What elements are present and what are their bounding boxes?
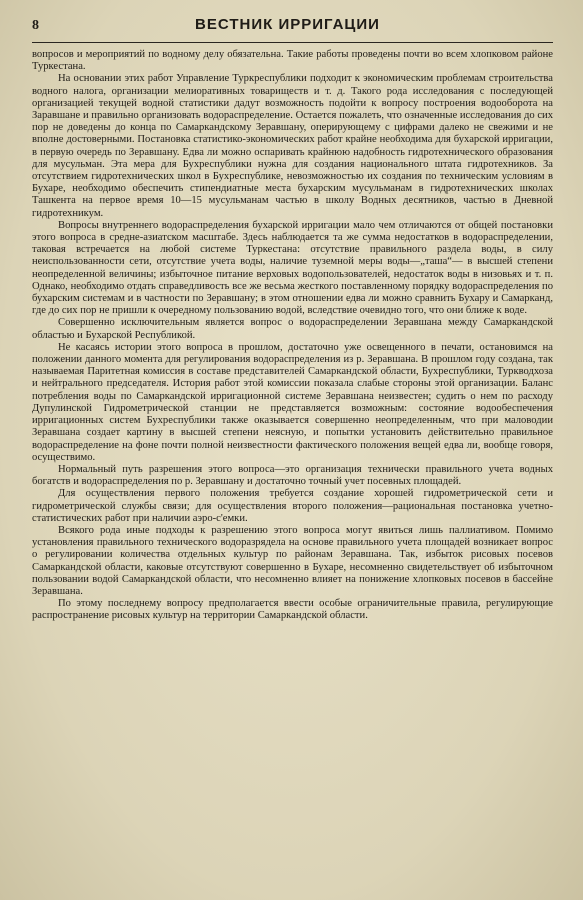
page-header [32, 16, 553, 43]
paragraph: Всякого рода иные подходы к разрешению этого вопроса могут явиться лишь паллиативом. Помимо установления правильного технического водоразрядела на основе правильного учета площадей возникает вопрос о регулировании количества отдельных культур по районам Зеравшана. Так, избыток рисовых посевов Самаркандской области, каковые отсутствуют совершенно в Бухаре, несомненно свидетельствует об избыточном пользовании водой Самаркандской области, что несомненно влияет на понижение хлопковых посевов в бассейне Зеравшана. [32, 524, 553, 597]
paragraph: На основании этих работ Управление Туркреспублики подходит к экономическим проблемам строительства водного налога, организации мелиоративных товариществ и т. д. Такого рода исследования с последующей организацией текущей водной статистики дадут возможность подойти к вопросу построения водооборота на Заравшане и правильно организовать водораспределение. Остается пожалеть, что означенные исследования до сих пор не доведены до конца по Самаркандскому Зеравшану, оперирующему с цифрами далеко не свежими и не вполне достоверными. Постановка статистико-экономических работ крайне необходима для бухарской ирригации, в первую очередь по Зеравшану. Едва ли можно оспаривать крайнюю надобность гидротехнического образования для мусульман. Эта мера для Бухреспублики нужна для создания национального штата гидротехников. За отсутствием гидротехнических школ в Бухреспублике, невозможностью их создания по техническим условиям в Бухаре, необходимо обеспечить стипендиатные места бухарским мусульманам в гидротехнических школах Ташкента на первое время 10—15 мусульманам частью в школу Водных десятников, частью в Дневной гидротехникум. [32, 73, 553, 219]
article-body [32, 49, 553, 623]
paragraph: Для осуществления первого положения требуется создание хорошей гидрометрической сети и гидрометрической службы связи; для осуществления второго положения—рациональная постановка учетно-статистических работ при наличии аэро-с'емки. [32, 488, 553, 524]
paragraph: вопросов и мероприятий по водному делу обязательна. Такие работы проведены почти во всем хлопковом районе Туркестана. [32, 49, 553, 73]
paragraph: Нормальный путь разрешения этого вопроса—это организация технически правильного учета водных богатств и водораспределения по р. Зеравшану и достаточно точный учет посевных площадей. [32, 463, 553, 488]
paragraph: Совершенно исключительным является вопрос о водораспределении Зеравшана между Самаркандской областью и Бухарской Республикой. [32, 317, 553, 341]
journal-title: ВЕСТНИК ИРРИГАЦИИ [195, 16, 380, 33]
paragraph: Вопросы внутреннего водораспределения бухарской ирригации мало чем отличаются от общей постановки этого вопроса в средне-азиатском масштабе. Здесь наблюдается та же сумма недостатков в водораспределении, таковая встречается на любой системе Туркестана: отсутствие правильного раздела воды, в силу неиспользованности сети, отсутствие учета воды, наличие туземной меры воды—„таша“— в высшей степени неопределенной величины; избыточное питание верховых водопользователей, недостаток воды в низовьях и т. п. Однако, необходимо отдать справедливость все же весьма жесткого поставленному порядку водораспределения по бухарским системам и в частности по Зеравшану; в этом отношении едва ли можно сравнить Бухару и Самарканд, где до сих пор не пришли к очередному пользованию водой, вследствие очевидно того, что они ближе к воде. [32, 219, 553, 317]
paragraph: Не касаясь истории этого вопроса в прошлом, достаточно уже освещенного в печати, остановимся на положении данного момента для регулирования водораспределения из р. Зеравшана. В прошлом году создана, так называемая Паритетная комиссия в составе представителей Самаркандской области, Бухреспублики, Туркводхоза и нейтрального председателя. История работ этой комиссии показала слабые стороны этой организации. Баланс потребления воды по Самаркандской ирригационной системе Зеравшана неизвестен; судить о нем по расходу Дупулинской Гидрометрической станции не представляется возможным: состояние водообеспечения ирригационных систем Бухреспублики также оказывается совершенно неопределенным, что при маловодии Зеравшана создает картину в высшей степени неясную, и попытки установить действительно правильное водораспределение на фоне почти полной неизвестности фактического положения вещей едва ли, вообще говоря, осуществимо. [32, 341, 553, 463]
page-number: 8 [32, 18, 39, 33]
paragraph: По этому последнему вопросу предполагается ввести особые ограничительные правила, регулирующие распространение рисовых культур на территории Самаркандской области. [32, 598, 553, 622]
